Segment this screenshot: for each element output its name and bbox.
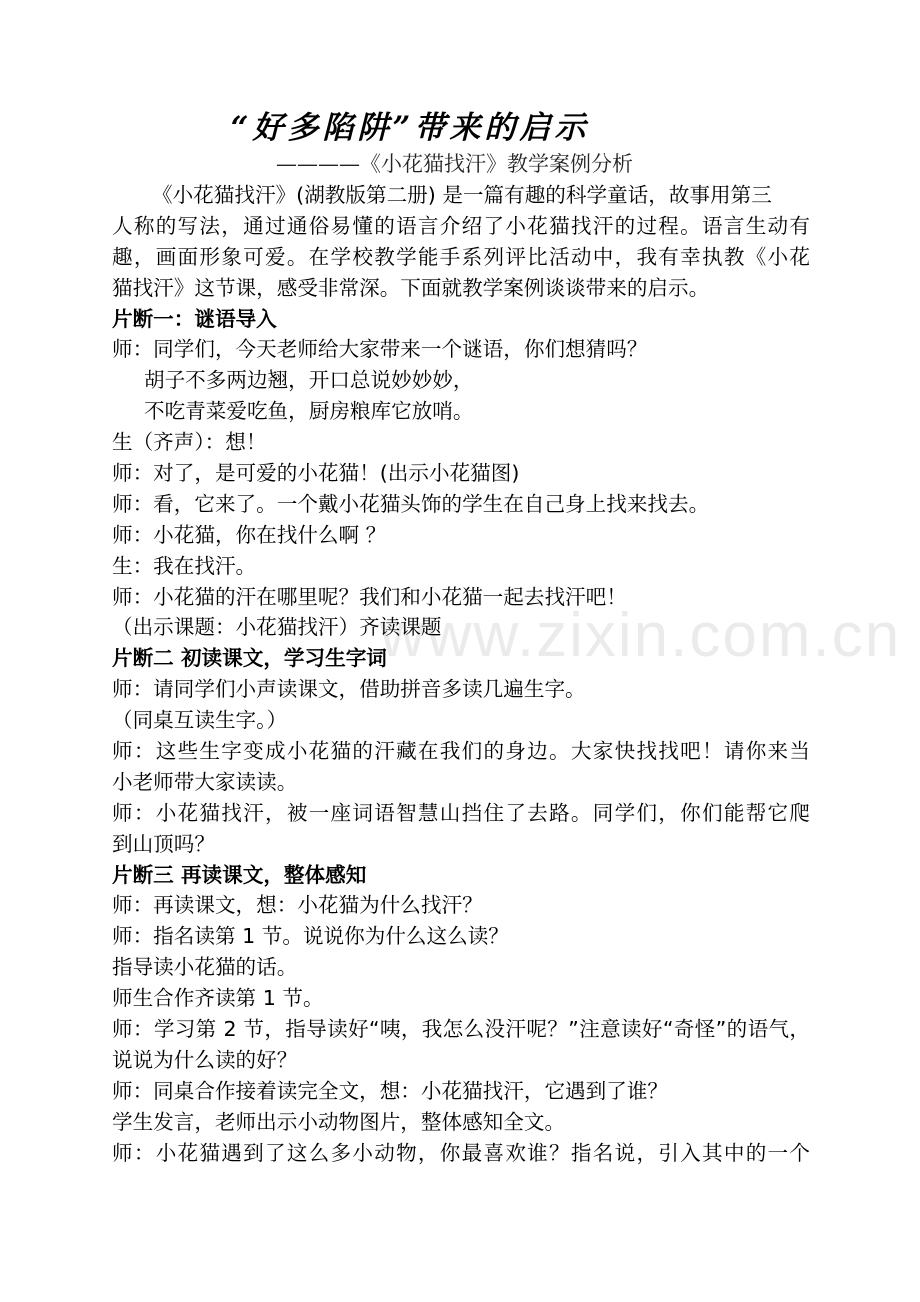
text-line: 胡子不多两边翘，开口总说妙妙妙，: [144, 368, 474, 393]
document-body: [112, 180, 810, 1169]
text-line: 师：对了，是可爱的小花猫！(出示小花猫图): [112, 461, 520, 486]
text-line: 师：请同学们小声读课文，借助拼音多读几遍生字。: [112, 677, 586, 702]
document-title: “好多陷阱”带来的启示: [230, 110, 590, 146]
text-line: 小老师带大家读读。: [112, 769, 298, 794]
text-line: 师：小花猫找汗，被一座词语智慧山挡住了去路。同学们，你们能帮它爬: [112, 800, 810, 825]
section-heading: 片断三 再读课文，整体感知: [112, 862, 367, 887]
text-line: 师：指名读第 1 节。说说你为什么这么读？: [112, 924, 509, 949]
text-line: 指导读小花猫的话。: [112, 955, 298, 980]
text-line: 师：同学们，今天老师给大家带来一个谜语，你们想猜吗？: [112, 337, 648, 362]
section-heading: 片断一：谜语导入: [112, 306, 277, 331]
document-subtitle: ————《小花猫找汗》教学案例分析: [276, 152, 633, 176]
text-line: 师：小花猫的汗在哪里呢？我们和小花猫一起去找汗吧！: [112, 584, 627, 609]
text-line: 人称的写法，通过通俗易懂的语言介绍了小花猫找汗的过程。语言生动有: [112, 213, 810, 238]
text-line: 师：小花猫，你在找什么啊 ？: [112, 522, 387, 547]
text-line: 学生发言，老师出示小动物图片，整体感知全文。: [112, 1109, 566, 1134]
text-line: 师：看，它来了。一个戴小花猫头饰的学生在自己身上找来找去。: [112, 491, 710, 516]
text-line: 师：再读课文，想：小花猫为什么找汗？: [112, 893, 483, 918]
text-line: 说说为什么读的好？: [112, 1047, 298, 1072]
text-line: 师：小花猫遇到了这么多小动物，你最喜欢谁？指名说，引入其中的一个: [112, 1140, 810, 1165]
text-line: 《小花猫找汗》(湖教版第二册) 是一篇有趣的科学童话，故事用第三: [152, 183, 772, 207]
section-heading: 片断二 初读课文，学习生字词: [112, 646, 387, 671]
text-line: 趣，画面形象可爱。在学校教学能手系列评比活动中，我有幸执教《小花: [112, 244, 810, 269]
text-line: 师：这些生字变成小花猫的汗藏在我们的身边。大家快找找吧！请你来当: [112, 739, 810, 764]
watermark: www.zixin.com.cn: [380, 601, 902, 670]
text-line: 猫找汗》这节课，感受非常深。下面就教学案例谈谈带来的启示。: [112, 275, 710, 300]
text-line: （同桌互读生字。）: [112, 708, 288, 733]
text-line: 生（齐声）：想！: [112, 430, 267, 455]
text-line: 师：同桌合作接着读完全文，想：小花猫找汗，它遇到了谁？: [112, 1078, 669, 1103]
text-line: 生：我在找汗。: [112, 553, 257, 578]
text-line: 到山顶吗？: [112, 831, 215, 856]
text-line: 师生合作齐读第 1 节。: [112, 986, 324, 1011]
text-line: （出示课题：小花猫找汗）齐读课题: [112, 615, 442, 640]
text-line: 师：学习第 2 节，指导读好“咦，我怎么没汗呢？”注意读好“奇怪”的语气，: [112, 1017, 810, 1042]
text-line: 不吃青菜爱吃鱼，厨房粮库它放哨。: [144, 399, 474, 424]
